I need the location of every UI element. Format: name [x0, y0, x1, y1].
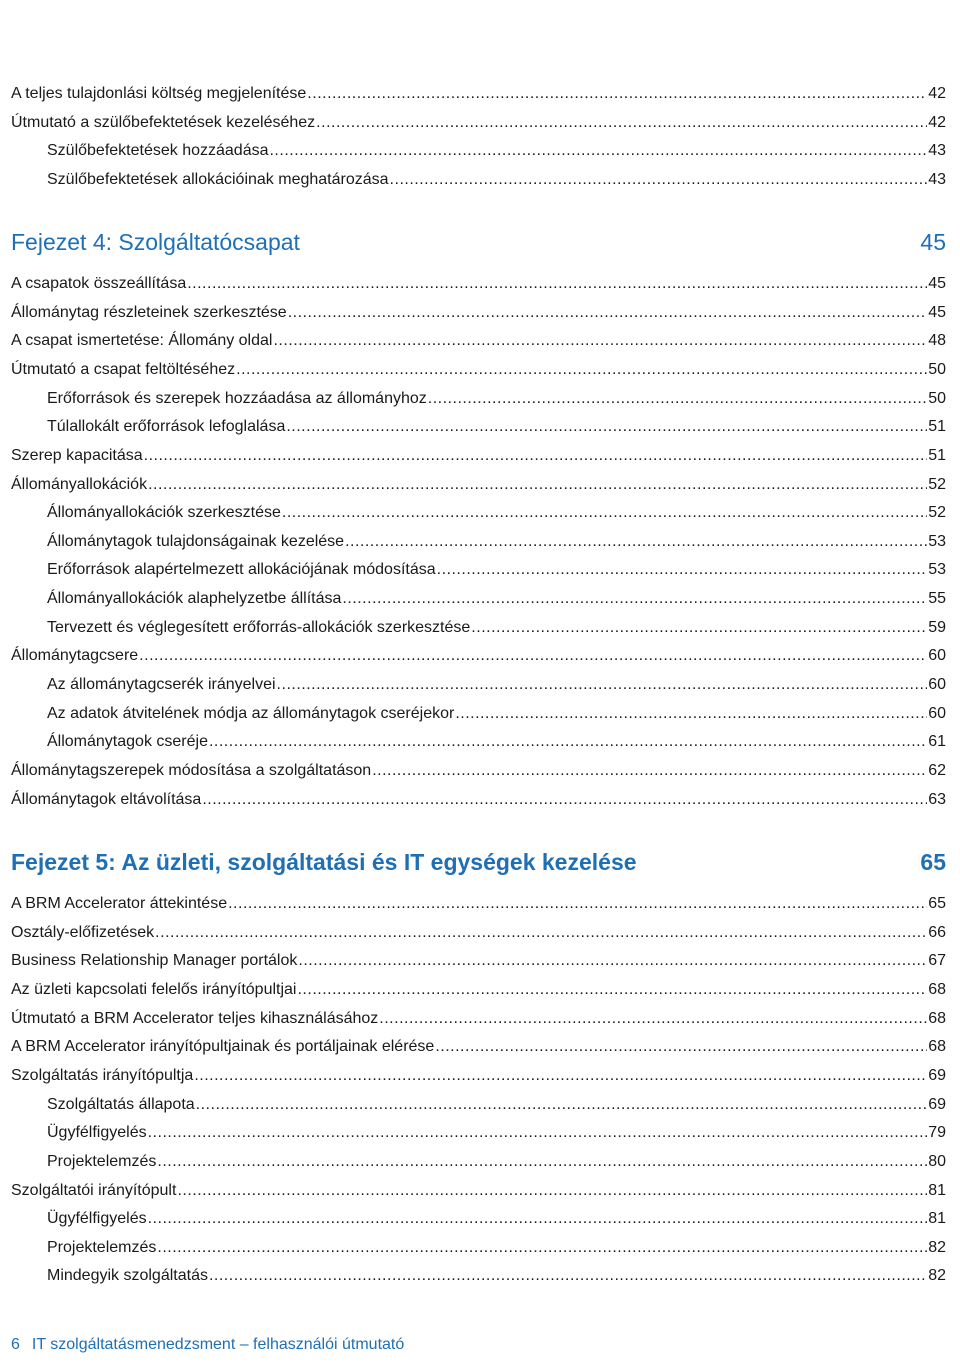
toc-entry-page: 61: [928, 733, 946, 750]
toc-entry-page: 66: [928, 924, 946, 941]
chapter-heading[interactable]: [11, 222, 946, 256]
toc-entry-page: 53: [928, 561, 946, 578]
toc-entry-title: Állománytagszerepek módosítása a szolgáltatáson: [11, 762, 372, 779]
toc-entry-title: A teljes tulajdonlási költség megjelenítése: [11, 85, 307, 102]
toc-entry-title: Szolgáltatás irányítópultja: [11, 1067, 194, 1084]
toc-entry[interactable]: [0, 915, 946, 943]
toc-entry[interactable]: [0, 724, 946, 752]
toc-entry-title: Állománytagok eltávolítása: [11, 791, 202, 808]
toc-entry-page: 51: [928, 447, 946, 464]
toc-entry-page: 81: [928, 1182, 946, 1199]
toc-entry-title: Projektelemzés: [47, 1239, 157, 1256]
toc-entry-page: 42: [928, 114, 946, 131]
toc-entry-page: 62: [928, 762, 946, 779]
toc-entry-page: 79: [928, 1124, 946, 1141]
toc-entry[interactable]: [0, 638, 946, 666]
toc-entry-title: Útmutató a szülőbefektetések kezeléséhez: [11, 114, 316, 131]
toc-leader-dots: [157, 1152, 927, 1172]
toc-entry-page: 68: [928, 1038, 946, 1055]
footer-page-number: 6: [11, 1336, 20, 1353]
toc-entry[interactable]: [0, 1115, 946, 1143]
toc-entry-title: Állománytag részleteinek szerkesztése: [11, 304, 287, 321]
toc-entry-page: 60: [928, 647, 946, 664]
toc-entry[interactable]: [0, 1201, 946, 1229]
toc-entry[interactable]: [0, 581, 946, 609]
toc-leader-dots: [372, 761, 927, 781]
toc-entry[interactable]: [0, 667, 946, 695]
toc-leader-dots: [288, 303, 928, 323]
toc-entry-page: 43: [928, 142, 946, 159]
toc-entry-title: A BRM Accelerator áttekintése: [11, 895, 228, 912]
toc-entry-page: 82: [928, 1239, 946, 1256]
toc-entry-page: 69: [928, 1067, 946, 1084]
toc-leader-dots: [345, 532, 927, 552]
toc-leader-dots: [342, 589, 927, 609]
toc-entry-title: Az adatok átvitelének módja az állománytagok cseréjekor: [47, 705, 455, 722]
toc-entry-title: Az üzleti kapcsolati felelős irányítópultjai: [11, 981, 297, 998]
toc-entry-page: 81: [928, 1210, 946, 1227]
toc-entry[interactable]: [0, 1173, 946, 1201]
chapter-page: 45: [920, 229, 946, 255]
toc-leader-dots: [196, 1095, 928, 1115]
toc-leader-dots: [148, 1123, 928, 1143]
toc-entry-page: 51: [928, 418, 946, 435]
toc-leader-dots: [277, 675, 928, 695]
toc-entry[interactable]: [0, 381, 946, 409]
toc-entry[interactable]: [0, 162, 946, 190]
toc-entry-title: Tervezett és véglegesített erőforrás-allokációk szerkesztése: [47, 619, 471, 636]
toc-entry-page: 52: [928, 476, 946, 493]
chapter-page: 65: [920, 849, 946, 875]
toc-entry-page: 53: [928, 533, 946, 550]
toc-leader-dots: [379, 1009, 927, 1029]
toc-entry-page: 50: [928, 390, 946, 407]
toc-entry-title: Mindegyik szolgáltatás: [47, 1267, 208, 1284]
toc-entry-page: 68: [928, 981, 946, 998]
toc-entry[interactable]: [0, 76, 946, 104]
toc-entry[interactable]: [0, 886, 946, 914]
toc-entry-title: Business Relationship Manager portálok: [11, 952, 298, 969]
toc-leader-dots: [144, 446, 928, 466]
chapter-title: Fejezet 4: Szolgáltatócsapat: [11, 229, 300, 255]
toc-entry-title: Szolgáltatói irányítópult: [11, 1182, 177, 1199]
toc-leader-dots: [428, 389, 927, 409]
toc-entry-title: Állománytagok cseréje: [47, 733, 208, 750]
toc-leader-dots: [148, 1209, 928, 1229]
toc-entry-title: A csapatok összeállítása: [11, 275, 187, 292]
toc-entry-page: 67: [928, 952, 946, 969]
toc-entry-page: 48: [928, 332, 946, 349]
toc-entry[interactable]: [0, 1001, 946, 1029]
toc-entry[interactable]: [0, 352, 946, 380]
toc-entry[interactable]: [0, 1087, 946, 1115]
toc-entry-title: Osztály-előfizetések: [11, 924, 155, 941]
toc-entry-title: Ügyfélfigyelés: [47, 1210, 147, 1227]
toc-entry-page: 82: [928, 1267, 946, 1284]
toc-entry-page: 55: [928, 590, 946, 607]
toc-entry-title: Szülőbefektetések hozzáadása: [47, 142, 269, 159]
toc-entry-title: Állományallokációk szerkesztése: [47, 504, 281, 521]
toc-leader-dots: [435, 1037, 927, 1057]
toc-entry[interactable]: [0, 524, 946, 552]
toc-leader-dots: [194, 1066, 927, 1086]
toc-entry[interactable]: [0, 467, 946, 495]
toc-leader-dots: [157, 1238, 927, 1258]
toc-entry-page: 63: [928, 791, 946, 808]
toc-entry-page: 59: [928, 619, 946, 636]
toc-entry[interactable]: [0, 753, 946, 781]
toc-entry-title: Állománytagok tulajdonságainak kezelése: [47, 533, 345, 550]
toc-entry-page: 45: [928, 304, 946, 321]
toc-leader-dots: [455, 704, 927, 724]
toc-entry[interactable]: [0, 972, 946, 1000]
toc-leader-dots: [155, 923, 927, 943]
toc-leader-dots: [236, 360, 927, 380]
toc-entry-title: Túlallokált erőforrások lefoglalása: [47, 418, 286, 435]
toc-entry[interactable]: [0, 323, 946, 351]
toc-leader-dots: [316, 113, 927, 133]
toc-entry-page: 60: [928, 705, 946, 722]
toc-entry[interactable]: [0, 409, 946, 437]
toc-leader-dots: [187, 274, 927, 294]
toc-entry-page: 45: [928, 275, 946, 292]
toc-entry[interactable]: [0, 1144, 946, 1172]
toc-entry-page: 80: [928, 1153, 946, 1170]
toc-leader-dots: [228, 894, 927, 914]
toc-entry[interactable]: [0, 438, 946, 466]
toc-leader-dots: [273, 331, 927, 351]
toc-entry-page: 69: [928, 1096, 946, 1113]
toc-entry-title: A BRM Accelerator irányítópultjainak és portáljainak elérése: [11, 1038, 435, 1055]
toc-entry-page: 50: [928, 361, 946, 378]
toc-entry[interactable]: [0, 495, 946, 523]
toc-entry-title: Állományallokációk: [11, 476, 148, 493]
toc-entry-title: Erőforrások alapértelmezett allokációjának módosítása: [47, 561, 436, 578]
toc-entry-title: Ügyfélfigyelés: [47, 1124, 147, 1141]
toc-leader-dots: [471, 618, 927, 638]
toc-entry-title: Szerep kapacitása: [11, 447, 143, 464]
toc-entry-title: Állománytagcsere: [11, 647, 139, 664]
toc-entry-page: 65: [928, 895, 946, 912]
toc-entry-page: 43: [928, 171, 946, 188]
chapter-heading[interactable]: [11, 842, 946, 876]
toc-entry[interactable]: [0, 1029, 946, 1057]
toc-entry[interactable]: [0, 105, 946, 133]
toc-entry-page: 52: [928, 504, 946, 521]
toc-leader-dots: [286, 417, 927, 437]
toc-entry-title: Szülőbefektetések allokációinak meghatározása: [47, 171, 389, 188]
toc-entry-title: Szolgáltatás állapota: [47, 1096, 195, 1113]
toc-leader-dots: [390, 170, 928, 190]
toc-leader-dots: [269, 141, 927, 161]
toc-entry[interactable]: [0, 696, 946, 724]
toc-entry[interactable]: [0, 1258, 946, 1286]
toc-entry[interactable]: [0, 1230, 946, 1258]
toc-entry-title: A csapat ismertetése: Állomány oldal: [11, 332, 273, 349]
toc-entry-page: 42: [928, 85, 946, 102]
toc-leader-dots: [209, 1266, 927, 1286]
toc-entry[interactable]: [0, 610, 946, 638]
toc-leader-dots: [139, 646, 927, 666]
toc-entry-page: 68: [928, 1010, 946, 1027]
toc-entry-title: Útmutató a csapat feltöltéséhez: [11, 361, 236, 378]
toc-entry-title: Útmutató a BRM Accelerator teljes kihasználásához: [11, 1010, 379, 1027]
footer-title: IT szolgáltatásmenedzsment – felhasználói útmutató: [31, 1336, 405, 1353]
toc-entry-page: 60: [928, 676, 946, 693]
toc-leader-dots: [209, 732, 927, 752]
toc-entry-title: Állományallokációk alaphelyzetbe állítása: [47, 590, 342, 607]
toc-leader-dots: [282, 503, 927, 523]
toc-entry[interactable]: [0, 943, 946, 971]
chapter-title: Fejezet 5: Az üzleti, szolgáltatási és IT egységek kezelése: [11, 849, 637, 875]
toc-entry-title: Az állománytagcserék irányelvei: [47, 676, 276, 693]
page-footer: [11, 1336, 404, 1354]
toc-entry[interactable]: [0, 1058, 946, 1086]
toc-leader-dots: [298, 951, 927, 971]
toc-leader-dots: [202, 790, 927, 810]
toc-entry[interactable]: [0, 782, 946, 810]
toc-leader-dots: [297, 980, 927, 1000]
toc-entry[interactable]: [0, 295, 946, 323]
toc-entry[interactable]: [0, 266, 946, 294]
toc-leader-dots: [148, 475, 927, 495]
toc-leader-dots: [177, 1181, 927, 1201]
toc-leader-dots: [307, 84, 927, 104]
toc-entry-title: Erőforrások és szerepek hozzáadása az állományhoz: [47, 390, 427, 407]
toc-entry[interactable]: [0, 552, 946, 580]
toc-entry[interactable]: [0, 133, 946, 161]
toc-entry-title: Projektelemzés: [47, 1153, 157, 1170]
toc-leader-dots: [437, 560, 928, 580]
